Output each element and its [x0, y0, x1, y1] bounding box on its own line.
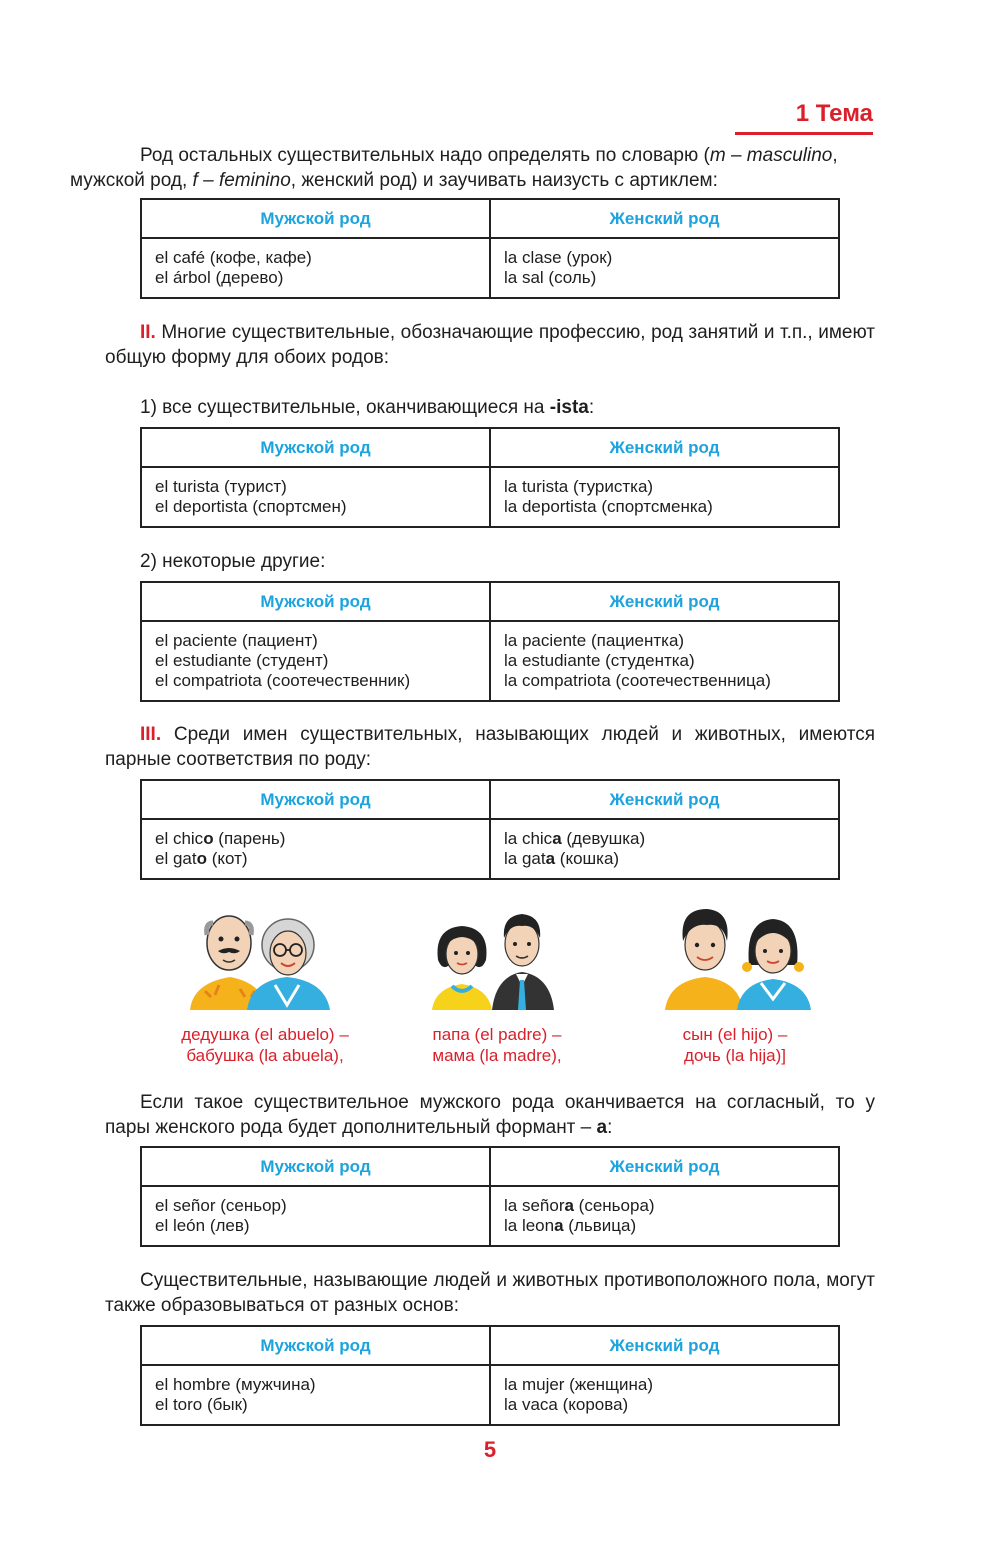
- stems-paragraph: Существительные, называющие людей и животных противоположного пола, могут также образовываться от разных основ:: [105, 1270, 875, 1316]
- fem-cell: la chica (девушка) la gata (кошка): [490, 819, 839, 879]
- masc-cell: el hombre (мужчина) el toro (бык): [141, 1365, 490, 1425]
- masc-cell: el chico (парень) el gato (кот): [141, 819, 490, 879]
- masc-header: Мужской род: [141, 582, 490, 621]
- masc-header: Мужской род: [141, 780, 490, 819]
- masc-header: Мужской род: [141, 199, 490, 238]
- caption-grandparents: дедушка (el abuelo) – бабушка (la abuela),: [181, 1025, 349, 1065]
- gender-table-6: [140, 1325, 840, 1426]
- consonant-paragraph: Если такое существительное мужского рода оканчивается на согласный, то у пары женского рода будет дополнительный формант – а:: [105, 1092, 875, 1138]
- grandparents-illustration: [185, 905, 335, 1010]
- gender-table-1: [140, 198, 840, 299]
- parents-illustration: [430, 910, 555, 1010]
- fem-cell: la señora (сеньора) la leona (львица): [490, 1186, 839, 1246]
- fem-header: Женский род: [490, 582, 839, 621]
- masc-header: Мужской род: [141, 1147, 490, 1186]
- fem-cell: la clase (урок) la sal (соль): [490, 238, 839, 298]
- caption-parents: папа (el padre) – мама (la madre),: [432, 1025, 562, 1065]
- masc-header: Мужской род: [141, 428, 490, 467]
- topic-header: 1 Тема: [735, 98, 873, 135]
- sub-item-1: 1) все существительные, оканчивающиеся на -ista:: [140, 397, 595, 418]
- gender-table-4: [140, 779, 840, 880]
- masc-cell: el señor (сеньор) el león (лев): [141, 1186, 490, 1246]
- caption-children: сын (el hijo) – дочь (la hija)]: [682, 1025, 788, 1065]
- page-number: 5: [483, 1437, 497, 1462]
- fem-cell: la paciente (пациентка) la estudiante (студентка) la compatriota (соотечественница): [490, 621, 839, 701]
- fem-header: Женский род: [490, 780, 839, 819]
- fem-header: Женский род: [490, 199, 839, 238]
- masc-header: Мужской род: [141, 1326, 490, 1365]
- fem-header: Женский род: [490, 428, 839, 467]
- children-illustration: [665, 905, 815, 1010]
- section-ii-paragraph: II. Многие существительные, обозначающие профессию, род занятий и т.п., имеют общую форму для обоих родов:: [105, 322, 875, 368]
- gender-table-2: [140, 427, 840, 528]
- masc-cell: el café (кофе, кафе) el árbol (дерево): [141, 238, 490, 298]
- fem-cell: la turista (туристка) la deportista (спортсменка): [490, 467, 839, 527]
- masc-cell: el turista (турист) el deportista (спортсмен): [141, 467, 490, 527]
- sub-item-2: 2) некоторые другие:: [140, 551, 326, 572]
- intro-paragraph: Род остальных существительных надо определять по словарю (m – masculino, мужской род, f – feminino, женский род) и заучивать наизусть с артиклем:: [70, 145, 838, 191]
- fem-cell: la mujer (женщина) la vaca (корова): [490, 1365, 839, 1425]
- section-iii-paragraph: III. Среди имен существительных, называющих людей и животных, имеются парные соответствия по роду:: [105, 724, 875, 770]
- gender-table-5: [140, 1146, 840, 1247]
- masc-cell: el paciente (пациент) el estudiante (студент) el compatriota (соотечественник): [141, 621, 490, 701]
- fem-header: Женский род: [490, 1326, 839, 1365]
- fem-header: Женский род: [490, 1147, 839, 1186]
- gender-table-3: [140, 581, 840, 702]
